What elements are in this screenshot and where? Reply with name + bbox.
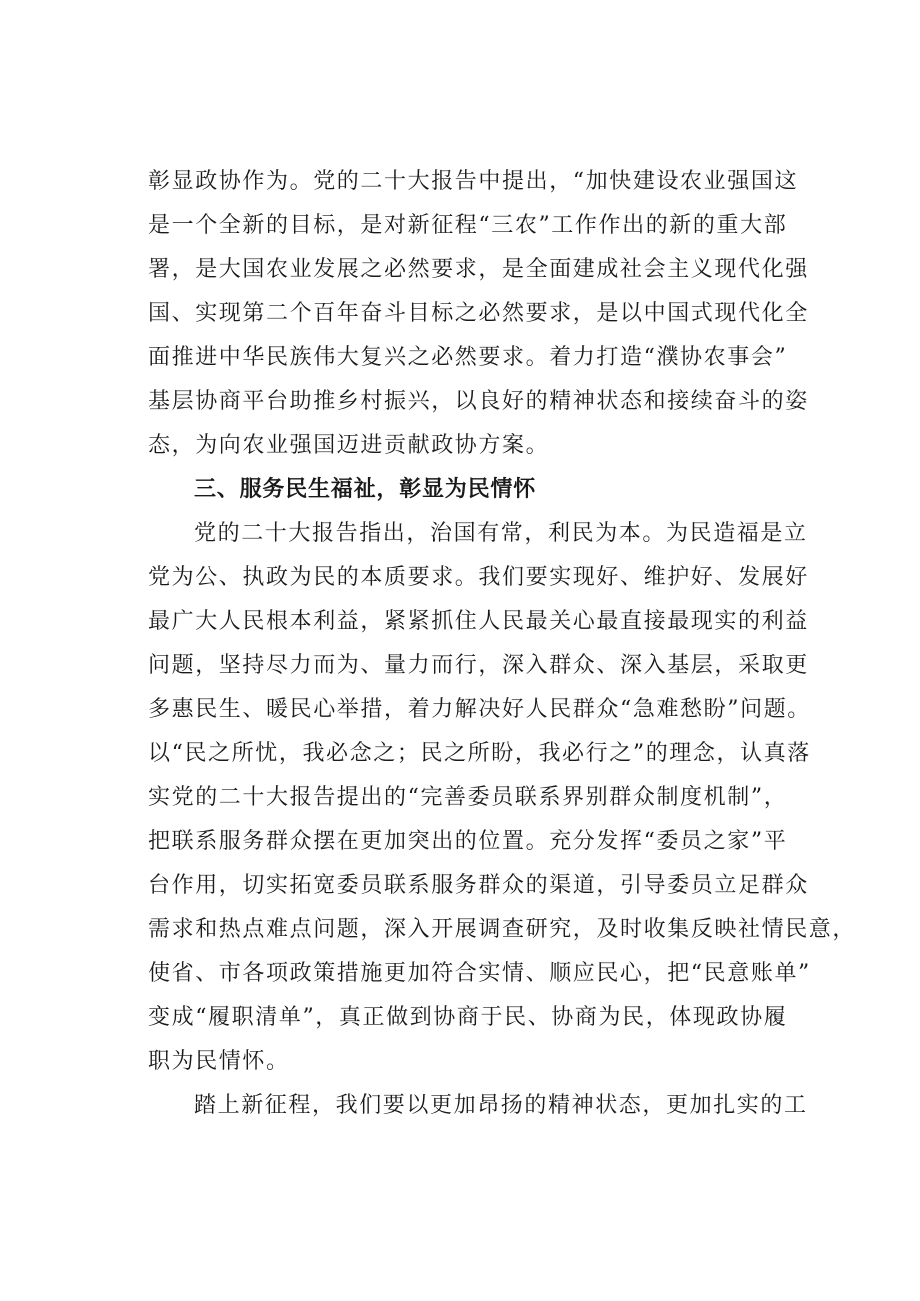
paragraph-first-line: 党的二十大报告指出，治国有常，利民为本。为民造福是立 bbox=[194, 521, 808, 546]
text-line: 彰显政协作为。党的二十大报告中提出，“加快建设农业强国这 bbox=[148, 169, 799, 194]
body-text bbox=[148, 160, 857, 1128]
text-line: 多惠民生、暖民心举措，着力解决好人民群众“急难愁盼”问题。 bbox=[148, 697, 811, 722]
paragraph-first-line: 踏上新征程，我们要以更加昂扬的精神状态，更加扎实的工 bbox=[194, 1093, 808, 1118]
text-line: 最广大人民根本利益，紧紧抓住人民最关心最直接最现实的利益 bbox=[148, 609, 809, 634]
section-heading: 三、服务民生福祉，彰显为民情怀 bbox=[194, 477, 537, 502]
text-line: 需求和热点难点问题，深入开展调查研究，及时收集反映社情民意， bbox=[148, 917, 857, 942]
text-line: 态，为向农业强国迈进贡献政协方案。 bbox=[148, 433, 550, 458]
text-line: 署，是大国农业发展之必然要求，是全面建成社会主义现代化强 bbox=[148, 257, 809, 282]
text-line: 台作用，切实拓宽委员联系服务群众的渠道，引导委员立足群众 bbox=[148, 873, 809, 898]
text-line: 问题，坚持尽力而为、量力而行，深入群众、深入基层，采取更 bbox=[148, 653, 809, 678]
text-line: 职为民情怀。 bbox=[148, 1049, 290, 1074]
text-line: 把联系服务群众摆在更加突出的位置。充分发挥“委员之家”平 bbox=[148, 829, 788, 854]
text-line: 实党的二十大报告提出的“完善委员联系界别群众制度机制”， bbox=[148, 785, 788, 810]
text-line: 以“民之所忧，我必念之；民之所盼，我必行之”的理念，认真落 bbox=[148, 741, 811, 766]
text-line: 国、实现第二个百年奋斗目标之必然要求，是以中国式现代化全 bbox=[148, 301, 809, 326]
text-line: 使省、市各项政策措施更加符合实情、顺应民心，把“民意账单” bbox=[148, 961, 811, 986]
text-line: 党为公、执政为民的本质要求。我们要实现好、维护好、发展好 bbox=[148, 565, 809, 590]
text-line: 变成“履职清单”，真正做到协商于民、协商为民，体现政协履 bbox=[148, 1005, 788, 1030]
text-line: 面推进中华民族伟大复兴之必然要求。着力打造“濮协农事会” bbox=[148, 345, 788, 370]
text-line: 基层协商平台助推乡村振兴，以良好的精神状态和接续奋斗的姿 bbox=[148, 389, 809, 414]
text-line: 是一个全新的目标，是对新征程“三农”工作作出的新的重大部 bbox=[148, 213, 788, 238]
